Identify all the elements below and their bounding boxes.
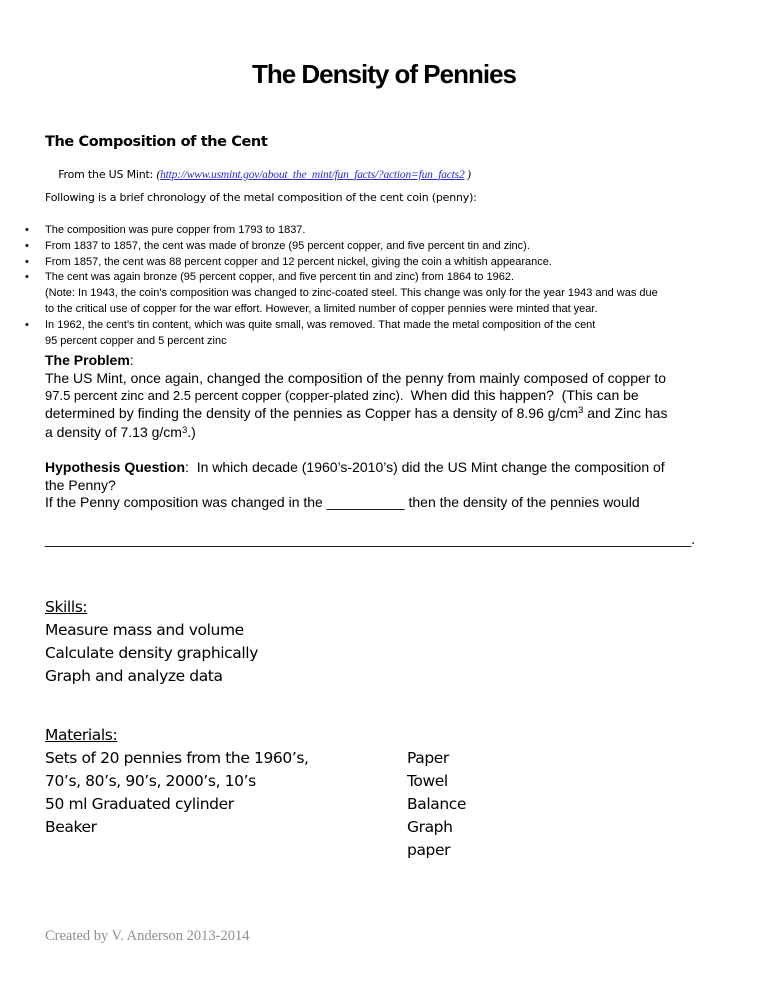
skills-item: Measure mass and volume	[45, 621, 244, 639]
composition-heading: The Composition of the Cent	[45, 134, 268, 151]
problem-text-line: determined by finding the density of the pennies as Copper has a density of 8.96 $g/cm^3$ and Zinc has	[45, 404, 668, 421]
bullet-text: 95 percent copper and 5 percent zinc	[45, 334, 227, 347]
materials-item: Beaker	[45, 818, 97, 836]
source-prefix: From the US Mint:	[58, 168, 157, 181]
chronology-intro: Following is a brief chronology of the metal composition of the cent coin (penny):	[45, 191, 477, 204]
bullet-text: The cent was again bronze (95 percent copper, and five percent tin and zinc) from 1864 to 1962.	[45, 271, 515, 284]
skills-item: Graph and analyze data	[45, 667, 223, 685]
answer-blank-line	[45, 531, 695, 549]
usmint-link[interactable]: http://www.usmint.gov/about_the_mint/fun_facts/?action=fun_facts2	[160, 169, 465, 181]
list-item	[0, 270, 768, 317]
blank-underscores: ___________________________________________________________________________________	[45, 531, 692, 547]
bullet-note-line: (Note: In 1943, the coin's composition was changed to zinc-coated steel. This change was only for the year 1943 and was due	[45, 287, 658, 300]
list-item	[0, 239, 768, 255]
bullet-icon: •	[25, 239, 29, 252]
page-title: The Density of Pennies	[251, 59, 517, 90]
hypothesis-heading-line: Hypothesis Question: In which decade (1960’s-2010’s) did the US Mint change the composition of	[45, 459, 665, 475]
list-item	[0, 255, 768, 271]
bullet-text: The composition was pure copper from 1793 to 1837.	[45, 224, 306, 236]
hypothesis-text-line: the Penny?	[45, 476, 116, 493]
bullet-icon: •	[25, 224, 29, 236]
chronology-list	[0, 223, 768, 349]
bullet-note-line: to the critical use of copper for the war effort. However, a limited number of copper pennies were minted that year.	[45, 302, 598, 315]
bullet-text: In 1962, the cent's tin content, which was quite small, was removed. That made the metal composition of the cent	[45, 318, 596, 331]
bullet-text: From 1837 to 1857, the cent was made of bronze (95 percent copper, and five percent tin and zinc).	[45, 239, 530, 252]
materials-heading: Materials:	[45, 726, 118, 744]
materials-item: 50 ml Graduated cylinder	[45, 795, 234, 813]
paren-close: )	[464, 169, 471, 181]
bullet-icon: •	[25, 255, 29, 268]
bullet-text: From 1857, the cent was 88 percent copper and 12 percent nickel, giving the coin a whitish appearance.	[45, 255, 552, 268]
materials-item: Sets of 20 pennies from the 1960’s,	[45, 749, 309, 767]
superscript-3: 3	[578, 405, 584, 417]
materials-item: 70’s, 80’s, 90’s, 2000’s, 10’s	[45, 772, 256, 790]
paren-open: (	[156, 169, 161, 181]
problem-text-line: 97.5 percent zinc and 2.5 percent copper (copper-plated zinc). When did this happen? (This can be	[45, 387, 639, 404]
bullet-icon: •	[25, 318, 29, 331]
materials-section	[45, 724, 467, 859]
blank-period: .	[691, 531, 696, 547]
skills-heading: Skills:	[45, 598, 88, 616]
materials-item: Balance	[407, 795, 467, 813]
problem-heading: The Problem:	[45, 352, 134, 368]
hypothesis-section	[45, 459, 665, 512]
skills-section	[45, 596, 258, 688]
problem-section	[45, 352, 667, 444]
problem-text-line: a density of 7.13 $g/cm^3$.)	[45, 424, 196, 441]
superscript-3: 3	[181, 424, 188, 436]
materials-item: Graph paper	[407, 818, 453, 859]
source-line	[45, 155, 471, 194]
credit-text: Created by V. Anderson 2013-2014	[45, 928, 250, 944]
materials-item: Paper Towel	[407, 749, 449, 790]
bullet-icon: •	[25, 271, 29, 284]
hypothesis-fill-line: If the Penny composition was changed in the __________ then the density of the pennies would	[45, 494, 640, 511]
list-item	[0, 223, 768, 239]
skills-item: Calculate density graphically	[45, 644, 258, 662]
materials-right-column	[407, 747, 466, 862]
list-item	[0, 318, 768, 350]
problem-text-line: The US Mint, once again, changed the composition of the penny from mainly composed of copper to	[45, 369, 667, 386]
